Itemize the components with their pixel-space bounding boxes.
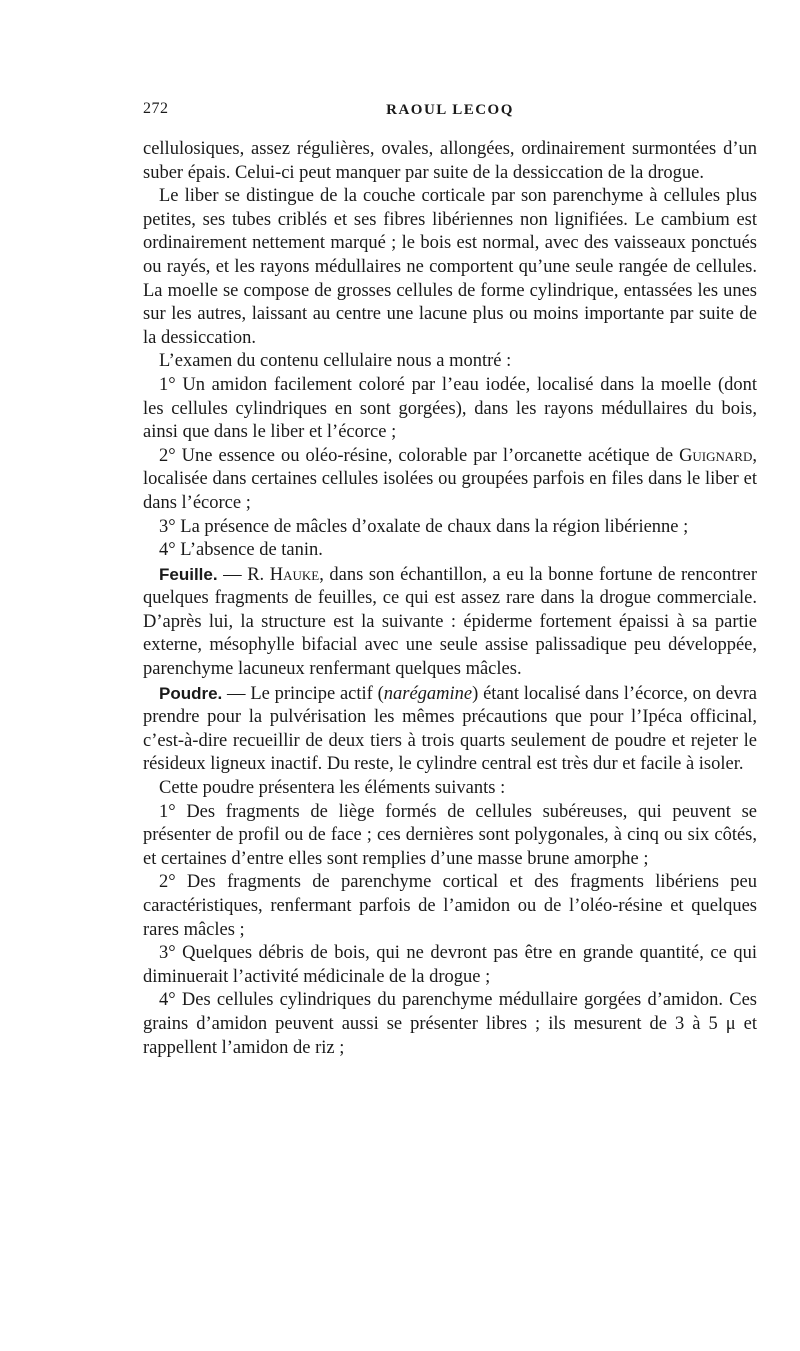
list-item-liege: 1° Des fragments de liège formés de cellules subéreuses, qui peuvent se présenter de profil ou de face ; ces dernières sont polygonales, à cinq ou six côtés, et certaines d’entre elles sont remplies d’une masse brune amorphe ; [143, 801, 757, 869]
paragraph-examen: L’examen du contenu cellulaire nous a montré : [159, 351, 512, 372]
author-name: Hauke [269, 564, 320, 585]
list-item-tanin: 4° L’absence de tanin. [159, 540, 323, 561]
paragraph-continuation: cellulosiques, assez régulières, ovales, allongées, ordinairement surmontées d’un suber épais. Celui-ci peut manquer par suite de la dessiccation de la drogue. [143, 139, 757, 183]
text-run: , dans son échantillon, a eu la bonne fortune de rencontrer quelques fragments de feuilles, ce qui est assez rare dans la drogue commerciale. D’après lui, la structure est la suivante : épiderme fortement épaissi à sa partie externe, mésophylle bifacial avec une seule assise palissadique peu développée, parenchyme lacuneux renfermant quelques mâcles. [143, 564, 757, 680]
running-head: RAOUL LECOQ [386, 102, 514, 118]
list-item-macles: 3° La présence de mâcles d’oxalate de chaux dans la région libérienne ; [159, 516, 689, 537]
text-run: — R. [217, 564, 270, 585]
paragraph-feuille [143, 563, 757, 682]
author-name: Guignard [679, 445, 753, 466]
paragraph-poudre [143, 682, 757, 777]
text-run: — Le principe actif ( [222, 683, 384, 704]
paragraph-liber: Le liber se distingue de la couche corticale par son parenchyme à cellules plus petites, ses tubes criblés et ses fibres libériennes non lignifiées. Le cambium est ordinairement nettement marqué ; le bois est normal, avec des vaisseaux ponctués ou rayés, et les rayons médullaires ne comportent qu’une seule rangée de cellules. La moelle se compose de grosses cellules de forme cylindrique, entassées les unes sur les autres, laissant au centre une lacune plus ou moins importante par suite de la dessiccation. [143, 186, 757, 348]
text-run: , localisée dans certaines cellules isolées ou groupées parfois en files dans le liber et dans l’écorce ; [143, 445, 757, 513]
list-item-amidon: 1° Un amidon facilement coloré par l’eau iodée, localisé dans la moelle (dont les cellules cylindriques en sont gorgées), dans les rayons médullaires du bois, ainsi que dans le liber et l’écorce ; [143, 374, 757, 443]
paragraph-elements: Cette poudre présentera les éléments suivants : [159, 778, 506, 799]
list-item-essence [143, 445, 757, 516]
body-text [143, 138, 757, 1060]
section-lead: Poudre. [159, 683, 223, 703]
section-lead: Feuille. [159, 564, 218, 584]
list-item-parenchyme: 2° Des fragments de parenchyme cortical et des fragments libériens peu caractéristiques, renfermant parfois de l’amidon ou de l’oléo-résine et quelques rares mâcles ; [143, 872, 757, 940]
text-run: ) étant localisé dans l’écorce, on devra prendre pour la pulvérisation les mêmes précautions que pour l’Ipéca officinal, c’est-à-dire recueillir de deux tiers à trois quarts seulement de poudre et rejeter le résideux ligneux inactif. Du reste, le cylindre central est très dur et facile à isoler. [143, 683, 757, 775]
page-header [143, 100, 757, 126]
text-run: 2° Une essence ou oléo-résine, colorable par l’orcanette acétique de [159, 445, 680, 466]
list-item-bois: 3° Quelques débris de bois, qui ne devront pas être en grande quantité, ce qui diminuerait l’activité médicinale de la drogue ; [143, 943, 757, 987]
list-item-cellules: 4° Des cellules cylindriques du parenchyme médullaire gorgées d’amidon. Ces grains d’amidon peuvent aussi se présenter libres ; ils mesurent de 3 à 5 μ et rappellent l’amidon de riz ; [143, 990, 757, 1058]
page-number: 272 [143, 100, 169, 117]
italic-term: narégamine [383, 683, 473, 704]
